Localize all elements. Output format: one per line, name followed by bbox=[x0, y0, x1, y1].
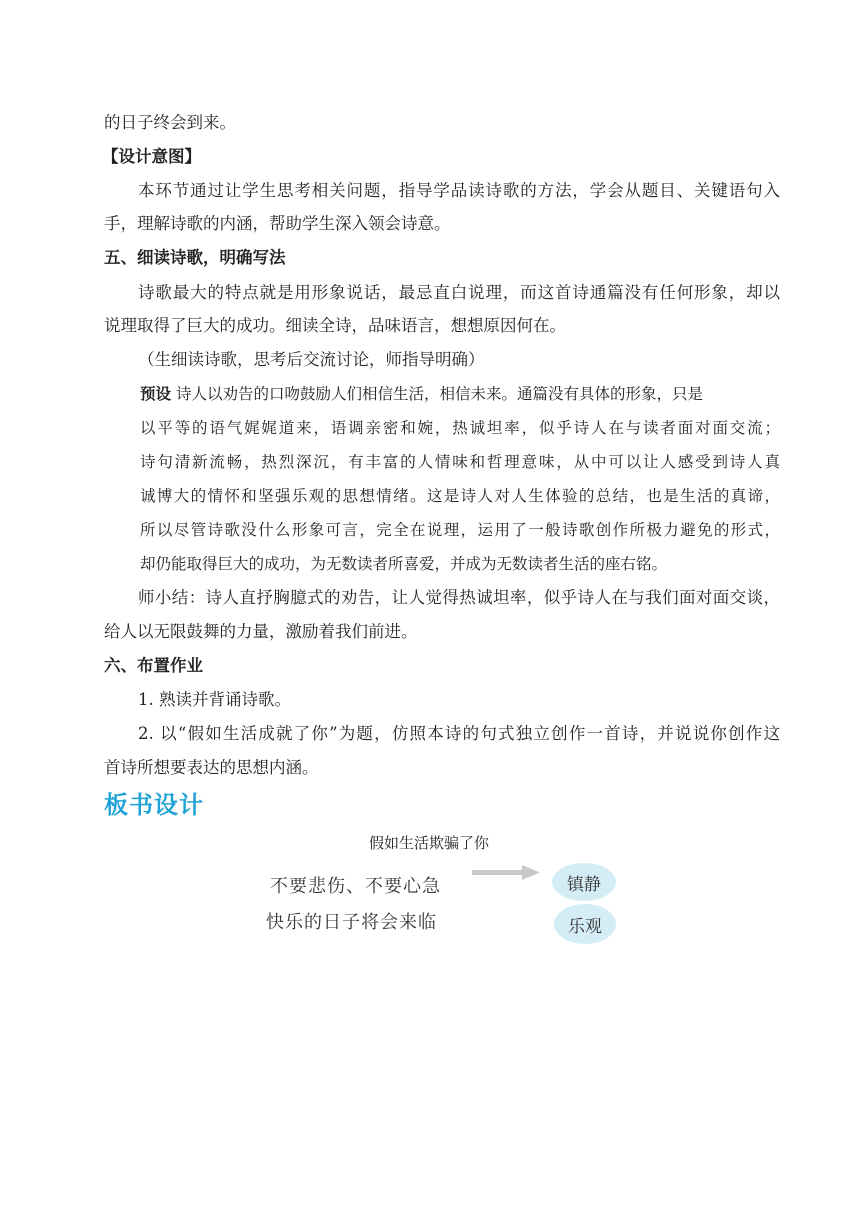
text-line: 师小结：诗人直抒胸臆式的劝告，让人觉得热诚坦率，似乎诗人在与我们面对面交谈， bbox=[138, 588, 780, 607]
preset-line: 诗句清新流畅，热烈深沉，有丰富的人情味和哲理意味，从中可以让人感受到诗人真 bbox=[140, 453, 780, 471]
board-design-heading: 板书设计 bbox=[104, 791, 204, 819]
text-line: 给人以无限鼓舞的力量，激励着我们前进。 bbox=[104, 622, 418, 641]
preset-line: 诚博大的情怀和坚强乐观的思想情绪。这是诗人对人生体验的总结，也是生活的真谛， bbox=[140, 487, 780, 505]
section-heading-design-intent: 【设计意图】 bbox=[102, 147, 201, 166]
board-bubble-optimism bbox=[554, 904, 616, 944]
preset-text: 诗人以劝告的口吻鼓励人们相信生活，相信未来。通篇没有具体的形象，只是 bbox=[175, 385, 703, 403]
board-bubble-text: 镇静 bbox=[567, 874, 601, 895]
preset-line: 所以尽管诗歌没什么形象可言，完全在说理，运用了一般诗歌创作所极力避免的形式， bbox=[140, 521, 780, 539]
board-bubble-text: 乐观 bbox=[568, 916, 602, 937]
text-line: 的日子终会到来。 bbox=[104, 113, 236, 132]
section-heading-6: 六、布置作业 bbox=[104, 656, 203, 675]
right-arrow-icon bbox=[472, 864, 540, 882]
text-line: （生细读诗歌，思考后交流讨论，师指导明确） bbox=[138, 350, 485, 369]
board-bubble-calm bbox=[552, 863, 616, 901]
preset-line: 以平等的语气娓娓道来，语调亲密和婉，热诚坦率，似乎诗人在与读者面对面交流； bbox=[140, 419, 780, 437]
text-line: 手，理解诗歌的内涵，帮助学生深入领会诗意。 bbox=[104, 214, 451, 233]
section-heading-5: 五、细读诗歌，明确写法 bbox=[104, 248, 286, 267]
text-line: 首诗所想要表达的思想内涵。 bbox=[104, 758, 319, 777]
preset-line: 却仍能取得巨大的成功，为无数读者所喜爱，并成为无数读者生活的座右铭。 bbox=[140, 555, 668, 573]
board-line-1: 不要悲伤、不要心急 bbox=[270, 876, 441, 897]
homework-item-2: 2. 以“假如生活成就了你”为题，仿照本诗的句式独立创作一首诗，并说说你创作这 bbox=[138, 724, 780, 743]
text-line: 本环节通过让学生思考相关问题，指导学品读诗歌的方法，学会从题目、关键语句入 bbox=[138, 181, 780, 200]
board-line-2: 快乐的日子将会来临 bbox=[266, 912, 437, 933]
homework-item-1: 1. 熟读并背诵诗歌。 bbox=[138, 690, 291, 709]
text-line: 诗歌最大的特点就是用形象说话，最忌直白说理，而这首诗通篇没有任何形象，却以 bbox=[138, 283, 780, 302]
text-line: 说理取得了巨大的成功。细读全诗，品味语言，想想原因何在。 bbox=[104, 316, 566, 335]
preset-label: 预设 bbox=[140, 385, 172, 403]
board-poem-title: 假如生活欺骗了你 bbox=[369, 834, 490, 852]
preset-line bbox=[140, 384, 703, 404]
